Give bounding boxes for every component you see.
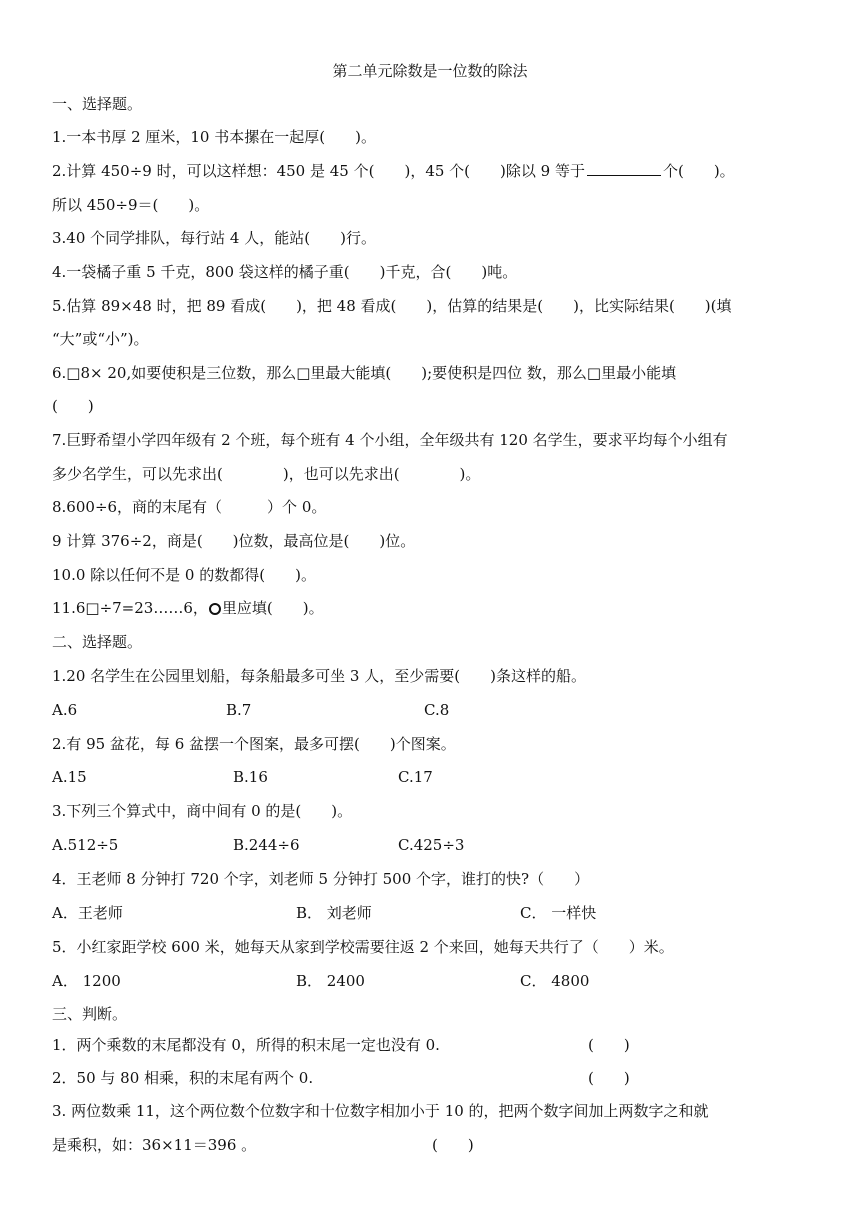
s2-q1-option-c[interactable]: C.8 [424, 701, 450, 719]
s2-q2-option-b[interactable]: B.16 [233, 768, 268, 786]
s3-question-2: 2．50 与 80 相乘，积的末尾有两个 0. [52, 1069, 314, 1087]
s1-question-2 [52, 161, 735, 181]
s1-question-11 [52, 598, 324, 618]
s2-q5-option-a[interactable]: A． 1200 [52, 972, 121, 990]
s3-q1-answer-bracket[interactable]: ( ) [588, 1036, 630, 1054]
s2-q4-option-c[interactable]: C． 一样快 [520, 904, 597, 922]
s2-question-4: 4．王老师 8 分钟打 720 个字，刘老师 5 分钟打 500 个字，谁打的快?（ ） [52, 870, 590, 888]
circle-icon [209, 603, 221, 615]
s2-q2-option-a[interactable]: A.15 [52, 768, 87, 786]
section3-heading: 三、判断。 [52, 1005, 128, 1023]
s3-q2-answer-bracket[interactable]: ( ) [588, 1069, 630, 1087]
s1-q2-text-1: 2.计算 450÷9 时，可以这样想：450 是 45 个( )，45 个( )除以 9 等于 [52, 162, 585, 180]
s3-q3-answer-bracket[interactable]: ( ) [432, 1136, 474, 1154]
s2-q1-option-b[interactable]: B.7 [226, 701, 252, 719]
section2-heading: 二、选择题。 [52, 633, 143, 651]
s2-q3-option-b[interactable]: B.244÷6 [233, 836, 300, 854]
s1-question-6-cont: ( ) [52, 397, 94, 415]
section1-heading: 一、选择题。 [52, 95, 143, 113]
s2-question-1: 1.20 名学生在公园里划船，每条船最多可坐 3 人，至少需要( )条这样的船。 [52, 667, 586, 685]
s2-question-5: 5．小红家距学校 600 米，她每天从家到学校需要往返 2 个来回，她每天共行了（ ）米。 [52, 938, 674, 956]
s1-question-6: 6.□8× 20,如要使积是三位数，那么□里最大能填( );要使积是四位 数，那么□里最小能填 [52, 364, 677, 382]
s1-question-5-cont: “大”或“小”)。 [52, 330, 149, 348]
s1-q2-text-2: 个( )。 [662, 162, 735, 180]
s1-question-5: 5.估算 89×48 时，把 89 看成( )，把 48 看成( )，估算的结果是( )，比实际结果( )(填 [52, 297, 732, 315]
s2-question-2: 2.有 95 盆花，每 6 盆摆一个图案，最多可摆( )个图案。 [52, 735, 456, 753]
s1-question-1: 1.一本书厚 2 厘米，10 书本摞在一起厚( )。 [52, 128, 376, 146]
s3-question-3: 3. 两位数乘 11，这个两位数个位数字和十位数字相加小于 10 的，把两个数字间加上两数字之和就 [52, 1102, 709, 1120]
answer-blank-line[interactable] [587, 161, 661, 176]
s2-q5-option-c[interactable]: C． 4800 [520, 972, 590, 990]
s2-q3-option-a[interactable]: A.512÷5 [52, 836, 119, 854]
s1-question-4: 4.一袋橘子重 5 千克，800 袋这样的橘子重( )千克，合( )吨。 [52, 263, 518, 281]
s1-question-7: 7.巨野希望小学四年级有 2 个班，每个班有 4 个小组，全年级共有 120 名学生，要求平均每个小组有 [52, 431, 728, 449]
s2-q1-option-a[interactable]: A.6 [52, 701, 78, 719]
s1-question-9: 9 计算 376÷2，商是( )位数，最高位是( )位。 [52, 532, 416, 550]
s2-q3-option-c[interactable]: C.425÷3 [398, 836, 465, 854]
page-title: 第二单元除数是一位数的除法 [332, 62, 528, 80]
s2-q4-option-b[interactable]: B． 刘老师 [296, 904, 372, 922]
s2-q5-option-b[interactable]: B． 2400 [296, 972, 365, 990]
s2-q4-option-a[interactable]: A．王老师 [52, 904, 123, 922]
s2-q2-option-c[interactable]: C.17 [398, 768, 433, 786]
s1-q11-text-1: 11.6□÷7=23……6， [52, 599, 208, 617]
s3-question-3-cont: 是乘积，如：36×11＝396 。 [52, 1136, 257, 1154]
s1-question-2-cont: 所以 450÷9＝( )。 [52, 196, 210, 214]
s2-question-3: 3.下列三个算式中，商中间有 0 的是( )。 [52, 802, 353, 820]
s1-question-3: 3.40 个同学排队，每行站 4 人，能站( )行。 [52, 229, 376, 247]
s3-question-1: 1．两个乘数的末尾都没有 0，所得的积末尾一定也没有 0. [52, 1036, 440, 1054]
s1-q11-text-2: 里应填( )。 [221, 599, 324, 617]
s1-question-8: 8.600÷6，商的末尾有（ ）个 0。 [52, 498, 327, 516]
s1-question-10: 10.0 除以任何不是 0 的数都得( )。 [52, 566, 316, 584]
s1-question-7-cont: 多少名学生，可以先求出( )，也可以先求出( )。 [52, 465, 481, 483]
